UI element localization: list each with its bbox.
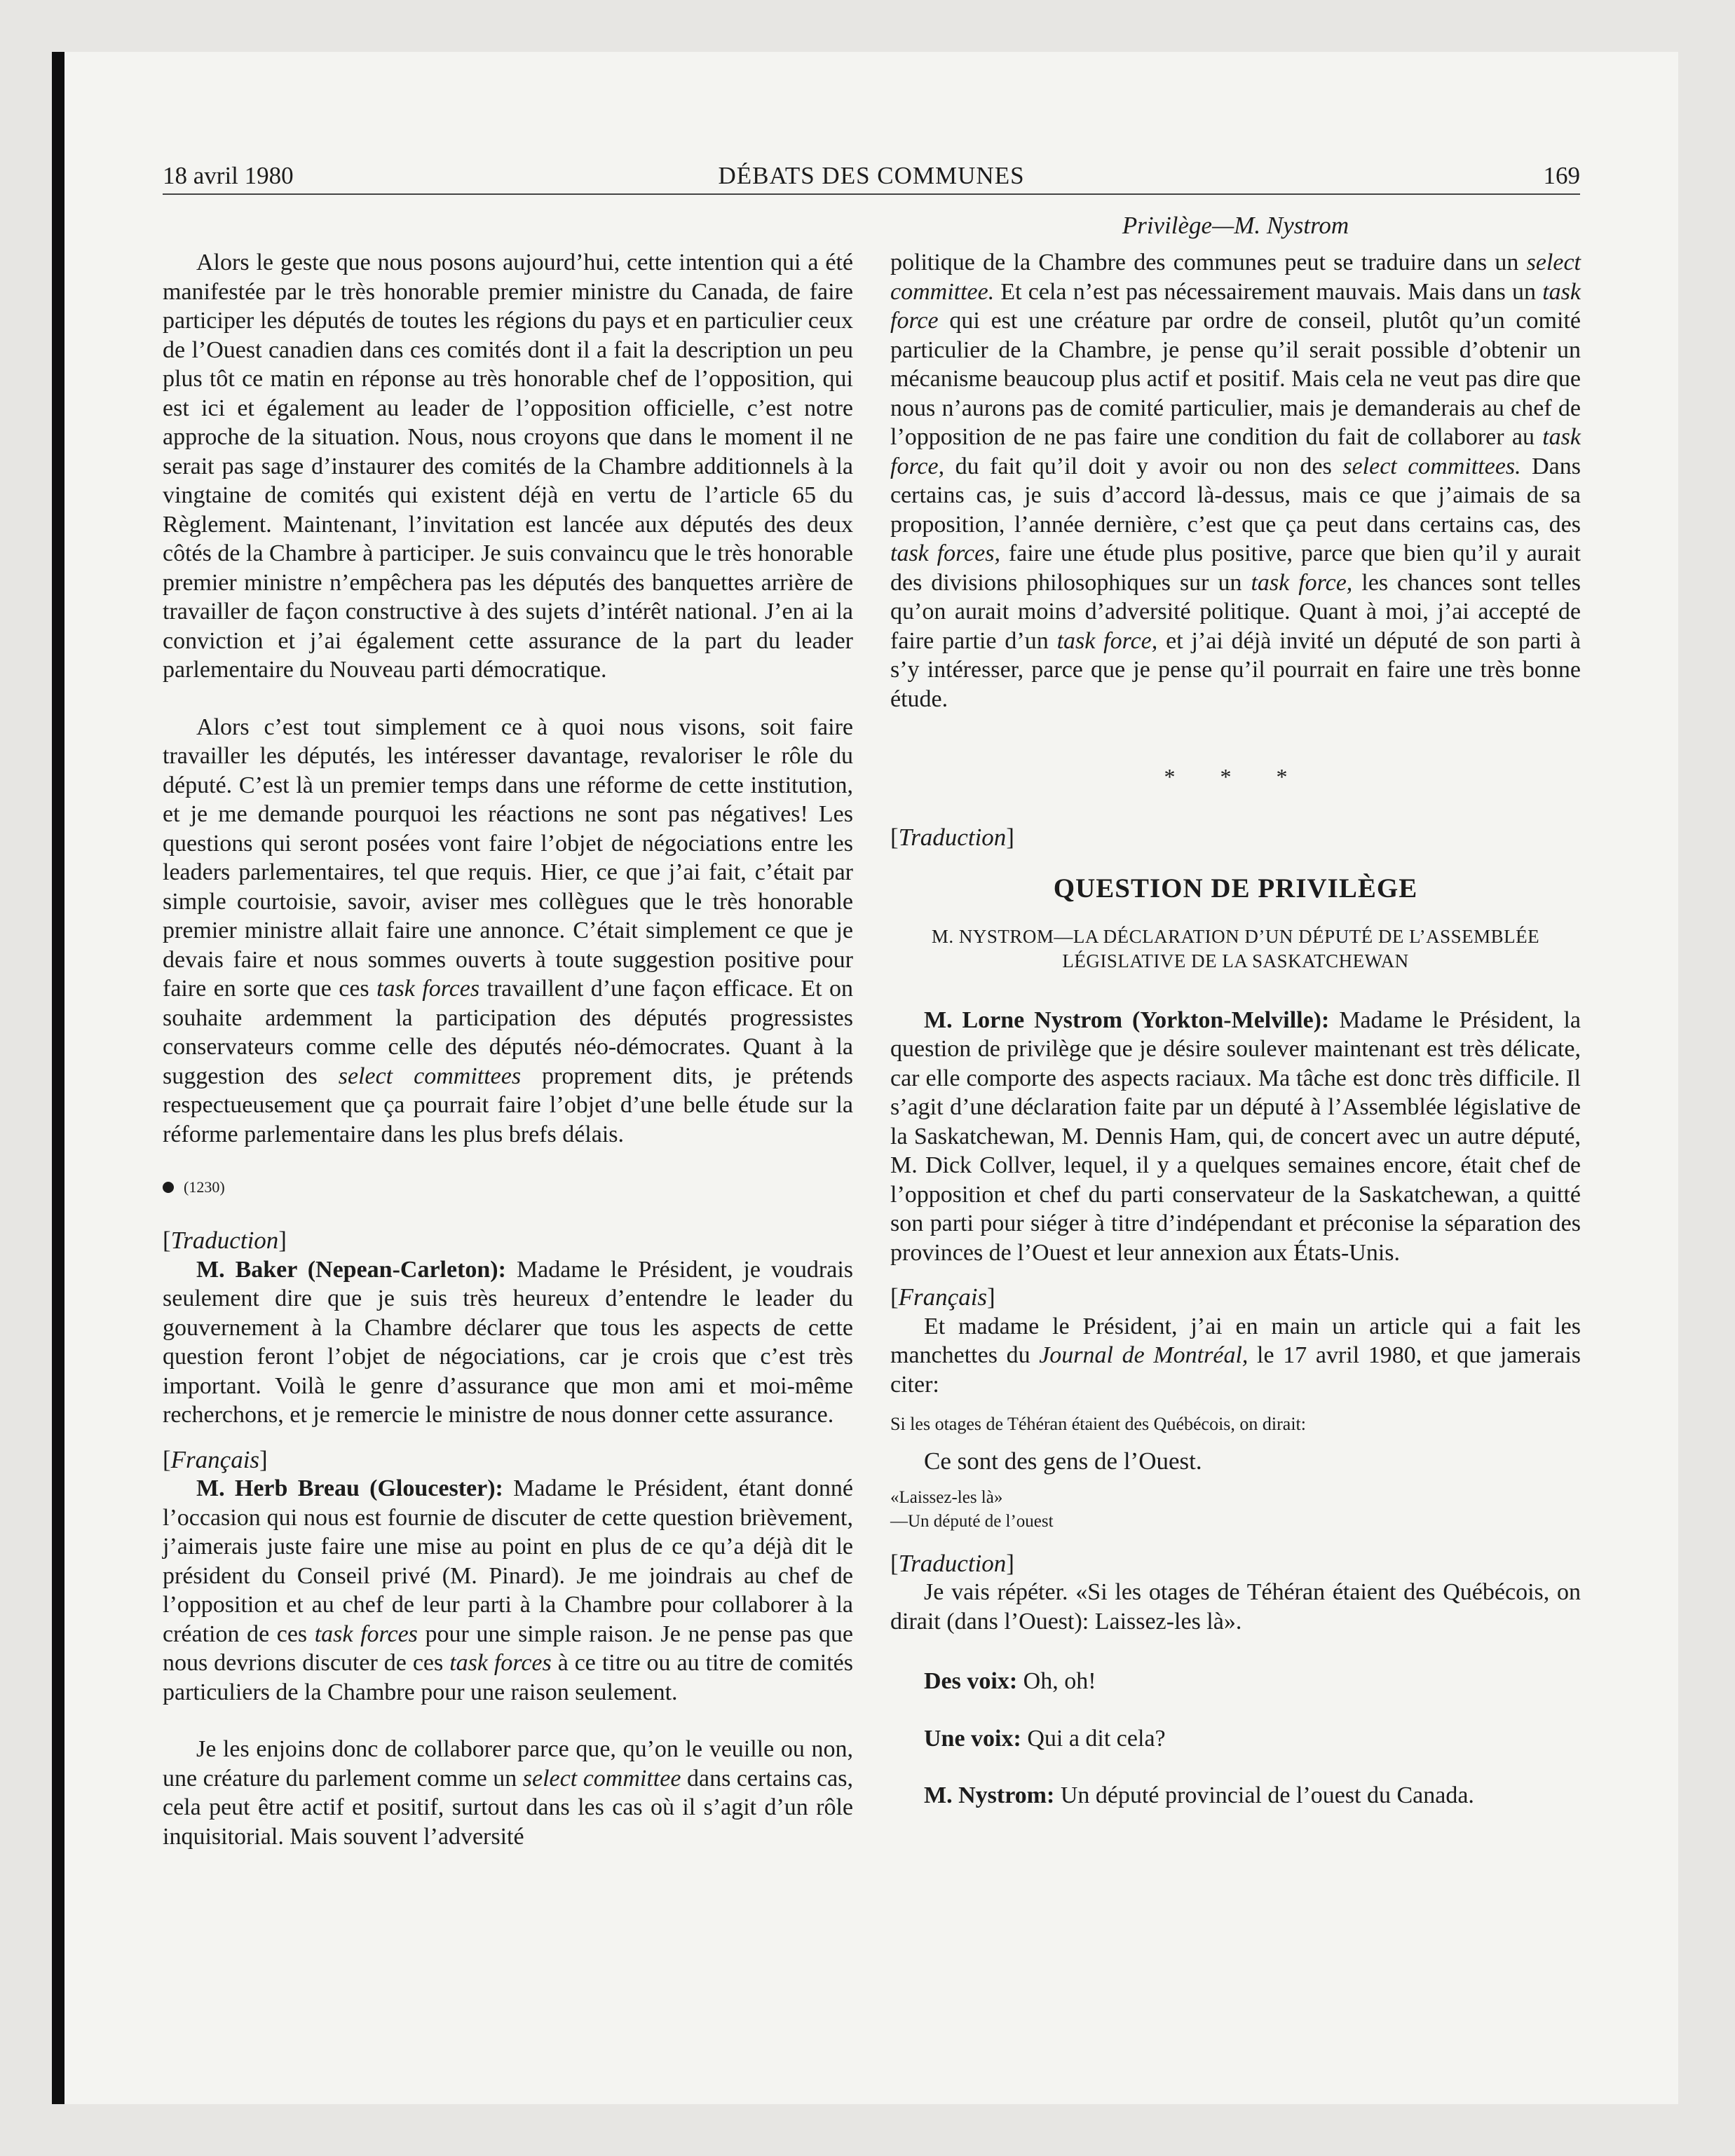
paragraph: Alors le geste que nous posons aujourd’hui, cette intention qui a été manifestée par le très honorable premier ministre du Canada, de faire participer les députés de toutes les régions du pays et en particulier ceux de l’Ouest canadien dans ces comités dont il a fait la description un peu plus tôt ce matin en réponse au très honorable chef de l’opposition, qui est ici et également au leader de l’opposition officielle, c’est notre approche de la situation. Nous, nous croyons que dans le moment il ne serait pas sage d’instaurer des comités de la Chambre additionnels à la vingtaine de comités qui existent déjà en vertu de l’article 65 du Règlement. Maintenant, l’invitation est lancée aux députés des deux côtés de la Chambre à participer. Je suis convaincu que le très honorable premier ministre n’empêchera pas les députés des banquettes arrière de travailler de façon constructive à des sujets d’intérêt national. J’en ai la conviction et j’ai également cette assurance de la part du leader parlementaire du Nouveau parti démocratique. [163, 250, 853, 683]
language-tag: [Traduction] [890, 1549, 1014, 1577]
language-tag: [Français] [163, 1445, 268, 1473]
interjection: Des voix: Oh, oh! [924, 1668, 1096, 1694]
speaker-name: Une voix: [924, 1725, 1021, 1752]
paragraph: Et madame le Président, j’ai en main un article qui a fait les manchettes du Journal de Montréal, le 17 avril 1980, et que jamerais citer: [890, 1313, 1581, 1398]
interjection: M. Nystrom: Un député provincial de l’ouest du Canada. [924, 1782, 1474, 1808]
left-column [163, 248, 853, 1851]
time-marker-text: (1230) [184, 1178, 225, 1196]
header-rule [163, 193, 1580, 195]
section-subtitle: M. NYSTROM—LA DÉCLARATION D’UN DÉPUTÉ DE L’ASSEMBLÉE LÉGISLATIVE DE LA SASKATCHEWAN [931, 925, 1540, 971]
language-tag: [Français] [890, 1283, 995, 1311]
time-marker [163, 1177, 853, 1198]
interjection: Une voix: Qui a dit cela? [924, 1725, 1166, 1752]
language-tag: [Traduction] [163, 1227, 287, 1254]
speech-breau: M. Herb Breau (Gloucester): Madame le Président, étant donné l’occasion qui nous est fournie de discuter de cette question brièvement, j’aimerais juste faire une mise au point en plus de ce qu’a déjà dit le président du Conseil privé (M. Pinard). Je me joindrais au chef de l’opposition et au chef de leur parti à la Chambre pour collaborer à la création de ces task forces pour une simple raison. Je ne pense pas que nous devrions discuter de ces task forces à ce titre ou au titre de comités particuliers de la Chambre pour une raison seulement. [163, 1475, 854, 1705]
header-date: 18 avril 1980 [163, 162, 294, 189]
bullet-icon [163, 1182, 174, 1193]
section-separator: * * * [1164, 764, 1307, 789]
running-title: Privilège—M. Nystrom [1122, 212, 1349, 239]
quotation-attribution: —Un député de l’ouest [890, 1511, 1054, 1531]
speech-baker: M. Baker (Nepean-Carleton): Madame le Président, je voudrais seulement dire que je suis très heureux d’entendre le leader du gouvernement à la Chambre déclarer que tous les aspects de cette question feront l’objet de négociations, car je crois que c’est très important. Voilà le genre d’assurance que mon ami et moi-même recherchons, et je remercie le ministre de nous donner cette assurance. [163, 1256, 853, 1428]
paragraph-continued: politique de la Chambre des communes peut se traduire dans un select committee. Et cela n’est pas nécessairement mauvais. Mais dans un task force qui est une créature par ordre de conseil, plutôt qu’un comité particulier de la Chambre, je pense qu’il serait possible d’obtenir un mécanisme beaucoup plus actif et positif. Mais cela ne veut pas dire que nous n’aurons pas de comité particulier, mais je demanderais au chef de l’opposition de ne pas faire une condition du fait de collaborer au task force, du fait qu’il doit y avoir ou non des select committees. Dans certains cas, je suis d’accord là-dessus, mais ce que j’aimais de sa proposition, l’année dernière, c’est que ça peut dans certains cas, des task forces, faire une étude plus positive, parce que bien qu’il y aurait des divisions philosophiques sur un task force, les chances sont telles qu’on aurait moins d’adversité politique. Quant à moi, j’ai accepté de faire partie d’un task force, et j’ai déjà invité un député de son parti à s’y intéresser, parce que je pense qu’il pourrait en faire une très bonne étude. [890, 250, 1581, 712]
scan-edge [52, 52, 64, 2104]
speaker-name: M. Herb Breau (Gloucester): [196, 1475, 503, 1501]
speaker-name: Des voix: [924, 1668, 1018, 1694]
paragraph: Alors c’est tout simplement ce à quoi nous visons, soit faire travailler les députés, les intéresser davantage, revaloriser le rôle du député. C’est là un premier temps dans une réforme de cette institution, et je me demande pourquoi les réactions ne sont pas négatives! Les questions qui seront posées vont faire l’objet de négociations entre les leaders parlementaires, tel que requis. Hier, ce que j’ai fait, c’était par simple courtoisie, savoir, aviser mes collègues que le très honorable premier ministre allait faire une annonce. C’était simplement ce que je devais faire et nous sommes ouverts à toute suggestion positive pour faire en sorte que ces task forces travaillent d’une façon efficace. Et on souhaite ardemment la participation des députés progressistes conservateurs comme celle des députés néo-démocrates. Quant à la suggestion des select committees proprement dits, je prétends respectueusement que ça pourrait faire l’objet d’une belle étude sur la réforme parlementaire dans les plus brefs délais. [163, 714, 854, 1147]
paragraph: Je les enjoins donc de collaborer parce que, qu’on le veuille ou non, une créature du parlement comme un select committee dans certains cas, cela peut être actif et positif, surtout dans les cas où il s’agit d’un rôle inquisitorial. Mais souvent l’adversité [163, 1736, 854, 1850]
quotation-line: «Laissez-les là» [890, 1487, 1003, 1507]
speaker-name: M. Lorne Nystrom (Yorkton-Melville): [924, 1007, 1330, 1033]
speaker-name: M. Baker (Nepean-Carleton): [196, 1256, 506, 1283]
page-number: 169 [1543, 162, 1580, 189]
paragraph: Je vais répéter. «Si les otages de Téhéran étaient des Québécois, on dirait (dans l’Ouest): Laissez-les là». [890, 1579, 1581, 1635]
speaker-name: M. Nystrom: [924, 1782, 1055, 1808]
speech-nystrom: M. Lorne Nystrom (Yorkton-Melville): Madame le Président, la question de privilège que je désire soulever maintenant est très délicate, car elle comporte des aspects raciaux. Ma tâche est donc très difficile. Il s’agit d’une déclaration faite par un député à l’Assemblée législative de la Saskatchewan, M. Dennis Ham, qui, de concert avec un autre député, M. Dick Collver, lequel, il y a quelques semaines encore, était chef de l’opposition et chef du parti conservateur de la Saskatchewan, a quitté son parti pour siéger à titre d’indépendant et préconise la séparation des provinces de l’Ouest et leur annexion aux États-Unis. [890, 1007, 1581, 1266]
header-title: DÉBATS DES COMMUNES [718, 162, 1025, 189]
language-tag: [Traduction] [890, 823, 1014, 851]
right-column [890, 248, 1581, 1810]
section-title: QUESTION DE PRIVILÈGE [1053, 873, 1418, 903]
quotation: Si les otages de Téhéran étaient des Québécois, on dirait: [890, 1414, 1306, 1434]
page-header [163, 158, 1580, 193]
quotation-line: Ce sont des gens de l’Ouest. [924, 1447, 1202, 1475]
